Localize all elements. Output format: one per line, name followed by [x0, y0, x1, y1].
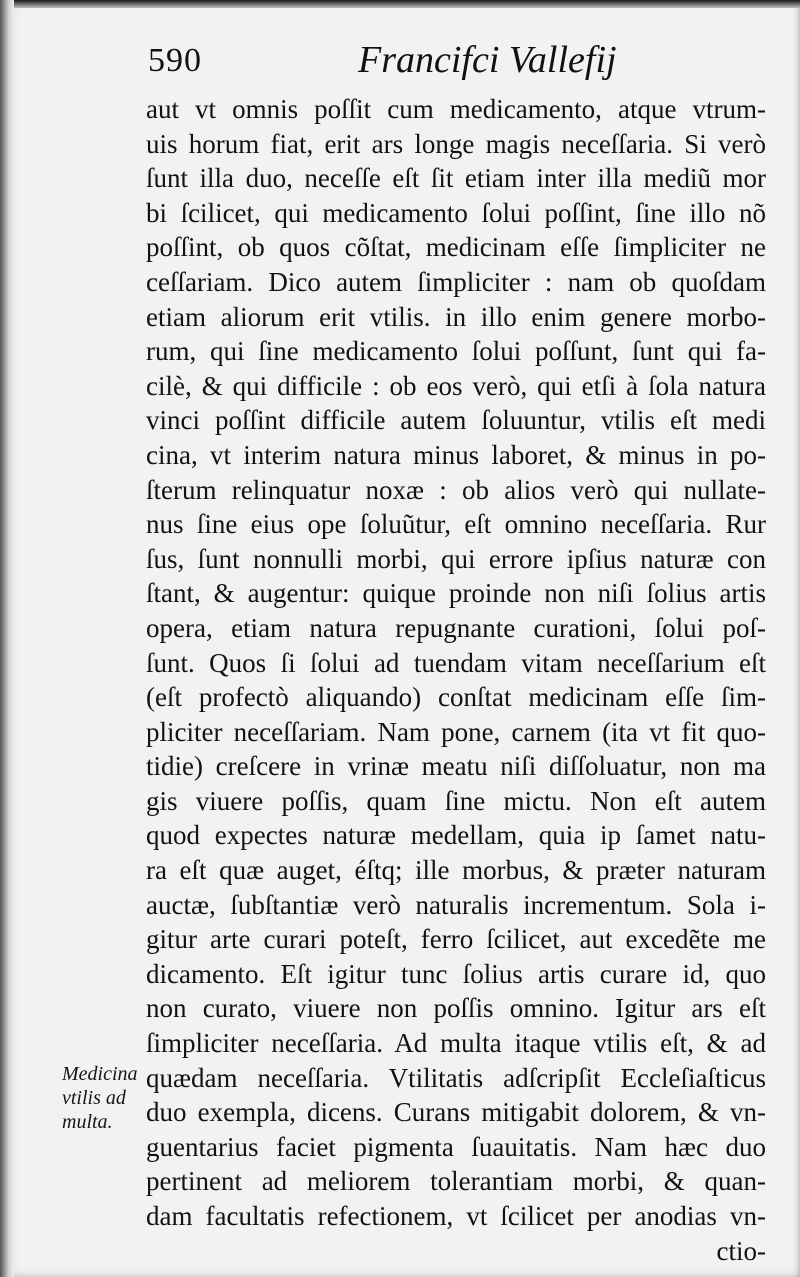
- text-line: cina, vt interim natura minus laboret, & minus in po-: [146, 439, 766, 470]
- margin-note-line: multa.: [62, 1111, 113, 1133]
- margin-note-line: Medicina: [62, 1063, 138, 1085]
- text-line: quod expectes naturæ medellam, quia ip ſamet natu-: [146, 820, 766, 851]
- text-line: gis viuere poſſis, quam ſine mictu. Non eſt autem: [146, 785, 766, 816]
- text-line: rum, qui ſine medicamento ſolui poſſunt, ſunt qui fa-: [146, 336, 766, 367]
- text-line: etiam aliorum erit vtilis. in illo enim genere morbo-: [146, 301, 766, 332]
- text-line: ſunt. Quos ſi ſolui ad tuendam vitam neceſſarium eſt: [146, 647, 766, 678]
- text-line: duo exempla, dicens. Curans mitigabit dolorem, & vn-: [146, 1097, 766, 1128]
- text-line: bi ſcilicet, qui medicamento ſolui poſſint, ſine illo nõ: [146, 197, 766, 228]
- text-line: gitur arte curari poteſt, ferro ſcilicet, aut excedẽte me: [146, 924, 766, 955]
- text-line: nus ſine eius ope ſoluũtur, eſt omnino neceſſaria. Rur: [146, 509, 766, 540]
- text-line: ſimpliciter neceſſaria. Ad multa itaque vtilis eſt, & ad: [146, 1028, 766, 1059]
- margin-note-line: vtilis ad: [62, 1087, 126, 1109]
- text-line: cilè, & qui difficile : ob eos verò, qui etſi à ſola natura: [146, 370, 766, 401]
- text-line: guentarius faciet pigmenta ſuauitatis. Nam hæc duo: [146, 1131, 766, 1162]
- text-line: auctæ, ſubſtantiæ verò naturalis incrementum. Sola i-: [146, 889, 766, 920]
- page-header: [148, 38, 788, 88]
- page-number: 590: [148, 42, 202, 79]
- text-line: quædam neceſſaria. Vtilitatis adſcripſit Eccleſiaſticus: [146, 1062, 766, 1093]
- body-text: [146, 92, 766, 1268]
- catchword: ctio-: [716, 1235, 766, 1266]
- text-line: aut vt omnis poſſit cum medicamento, atque vtrum-: [146, 94, 766, 124]
- text-line: dam facultatis refectionem, vt ſcilicet per anodias vn-: [146, 1201, 766, 1231]
- text-line: ſus, ſunt nonnulli morbi, qui errore ipſius naturæ con: [146, 543, 766, 574]
- text-line: ſtant, & augentur: quique proinde non niſi ſolius artis: [146, 578, 766, 609]
- text-line: tidie) creſcere in vrinæ meatu niſi diſſoluatur, non ma: [146, 751, 766, 782]
- text-line: ra eſt quæ auget, éſtq; ille morbus, & præter naturam: [146, 855, 766, 886]
- text-line: uis horum fiat, erit ars longe magis neceſſaria. Si verò: [146, 128, 766, 159]
- text-line: pliciter neceſſariam. Nam pone, carnem (ita vt fit quo-: [146, 716, 766, 747]
- text-line: dicamento. Eſt igitur tunc ſolius artis curare id, quo: [146, 958, 766, 989]
- page-top-edge: [0, 0, 800, 8]
- text-line: ſunt illa duo, neceſſe eſt ſit etiam inter illa mediũ mor: [146, 163, 766, 194]
- text-line: (eſt profectò aliquando) conſtat medicinam eſſe ſim-: [146, 682, 766, 713]
- text-line: non curato, viuere non poſſis omnino. Igitur ars eſt: [146, 993, 766, 1024]
- text-line: vinci poſſint difficile autem ſoluuntur, vtilis eſt medi: [146, 405, 766, 436]
- text-line: ſterum relinquatur noxæ : ob alios verò qui nullate-: [146, 474, 766, 505]
- text-line: ceſſariam. Dico autem ſimpliciter : nam ob quoſdam: [146, 266, 766, 297]
- text-line: opera, etiam natura repugnante curationi, ſolui poſ-: [146, 612, 766, 643]
- text-line: pertinent ad meliorem tolerantiam morbi, & quan-: [146, 1166, 766, 1197]
- page-gutter-shadow: [0, 0, 14, 1277]
- text-line: poſſint, ob quos cõſtat, medicinam eſſe ſimpliciter ne: [146, 232, 766, 263]
- running-head: Francifci Vallefij: [358, 39, 617, 81]
